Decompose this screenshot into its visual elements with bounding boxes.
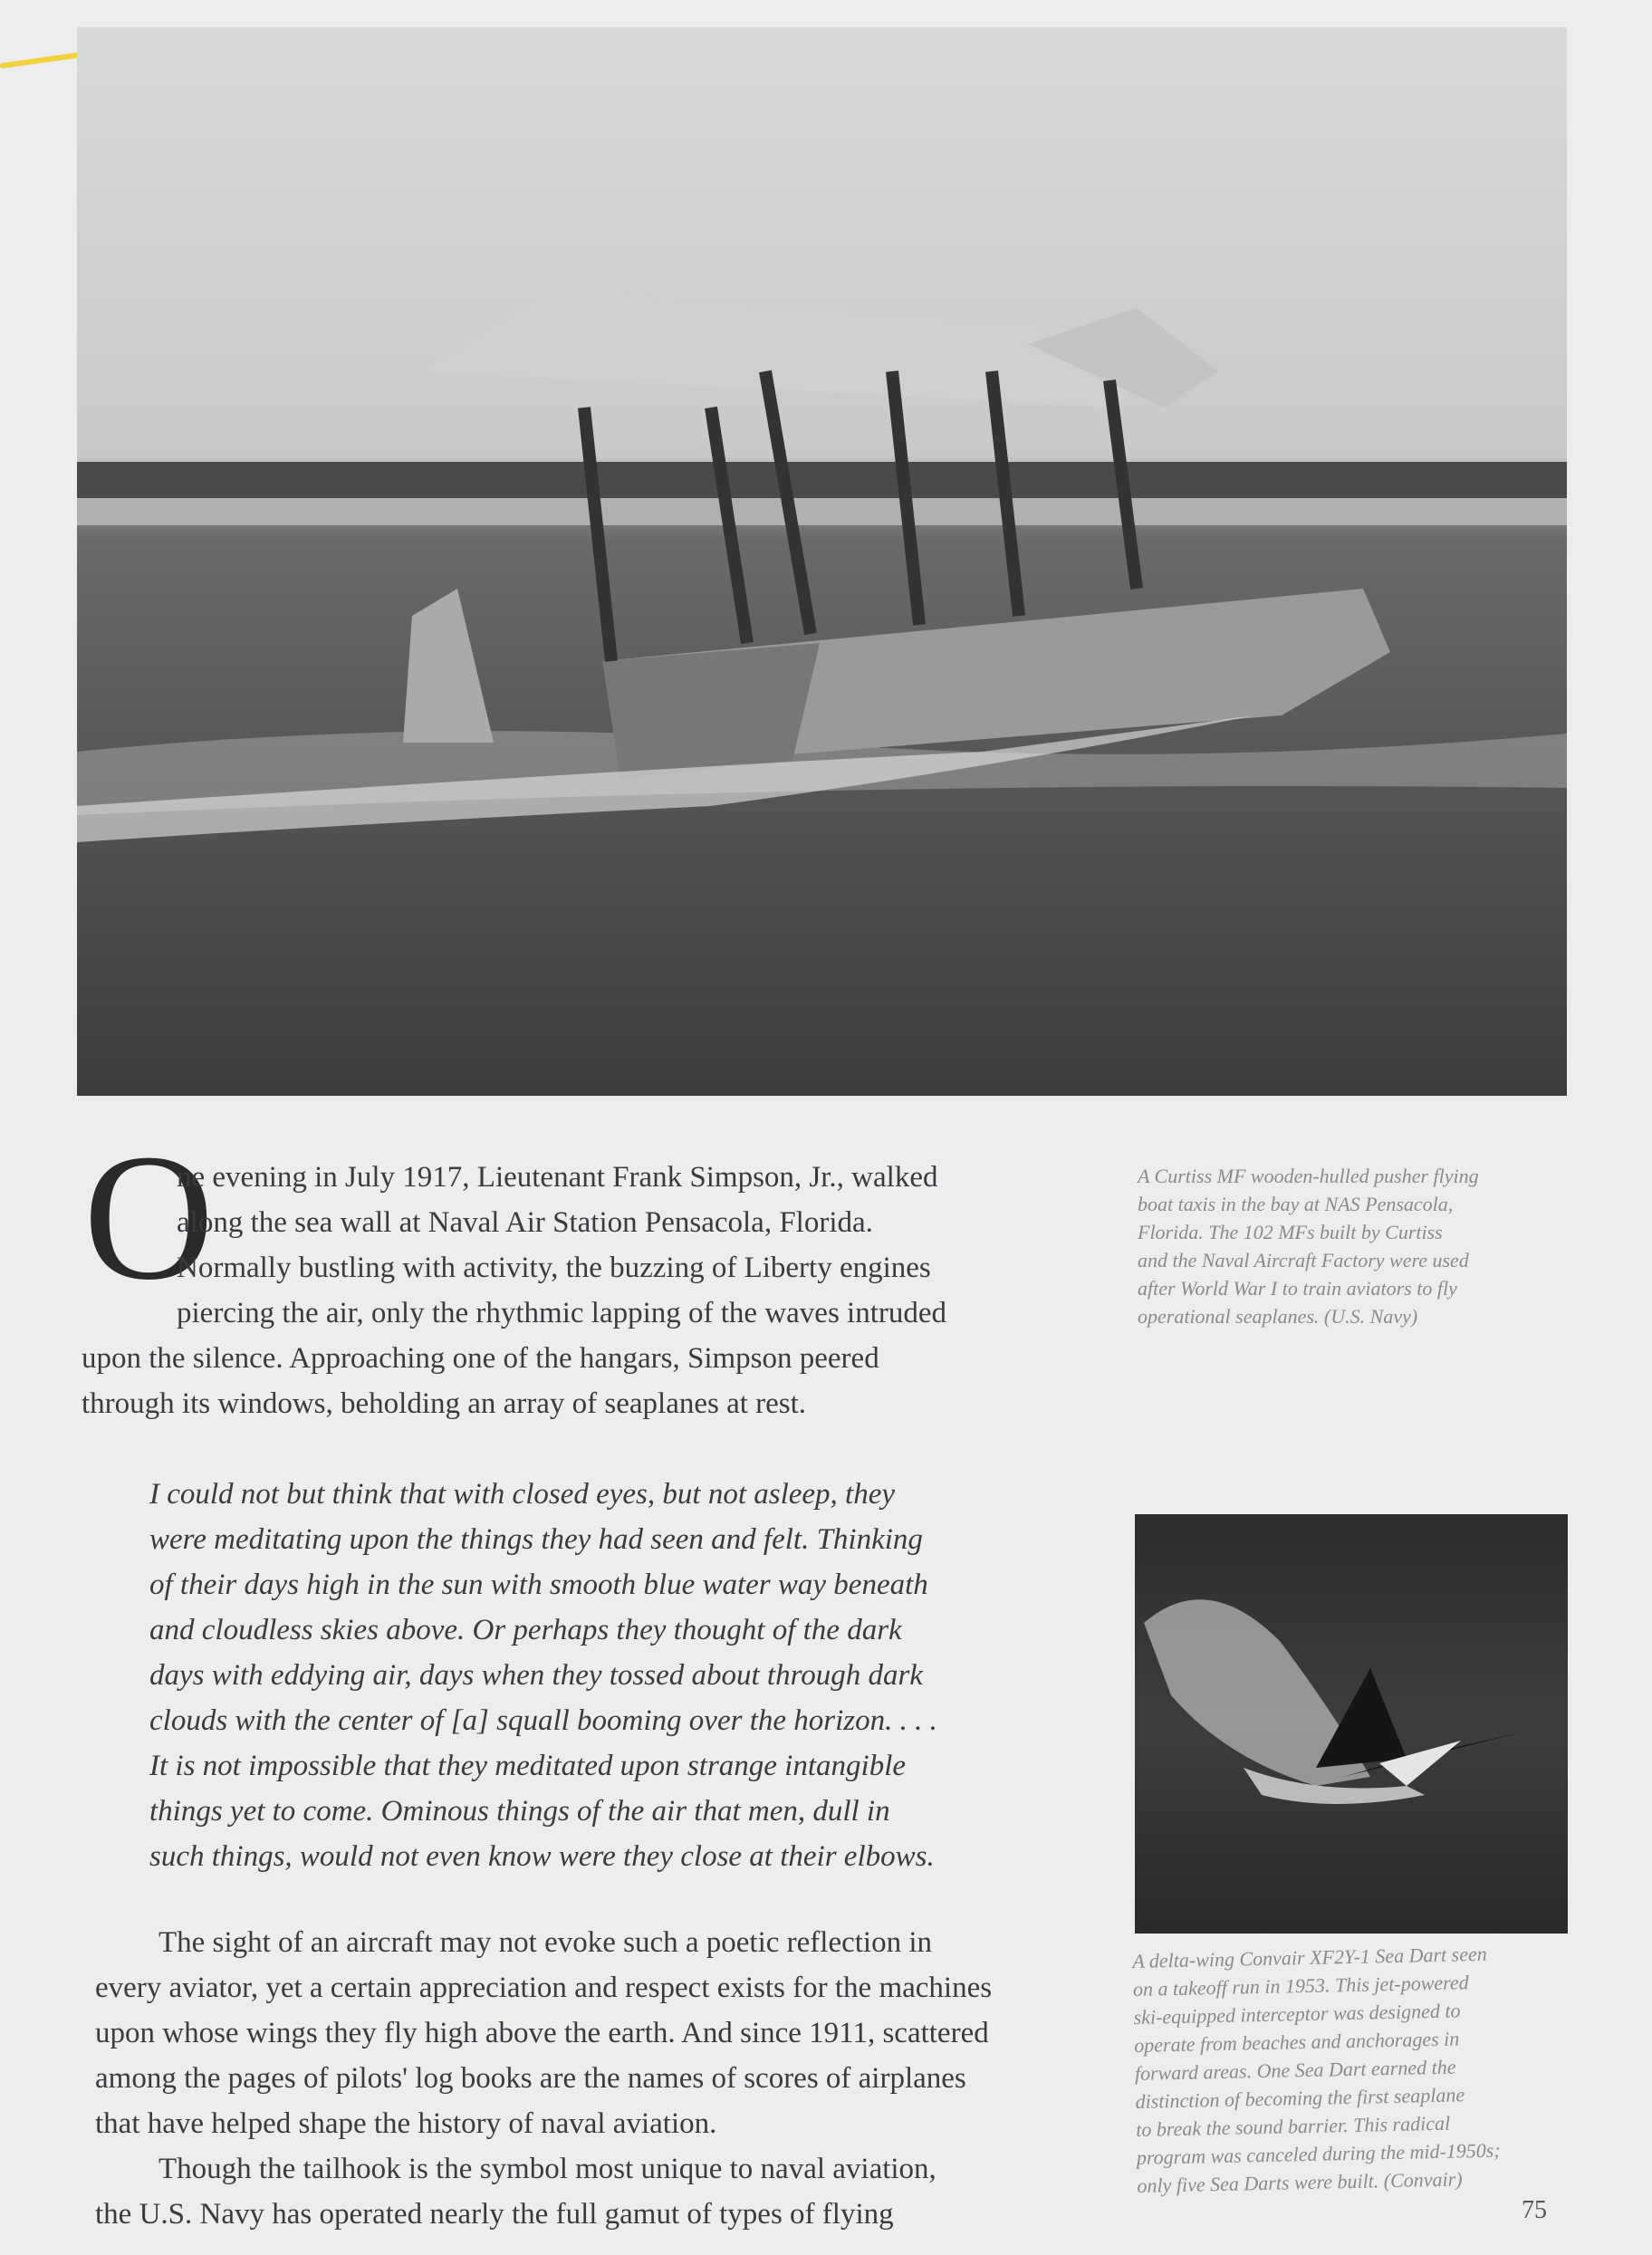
- text-line: that have helped shape the history of naval aviation.: [95, 2107, 717, 2140]
- quote-line: clouds with the center of [a] squall booming over the horizon. . . .: [149, 1704, 937, 1737]
- text-line: The sight of an aircraft may not evoke such a poetic reflection in: [158, 1926, 933, 1959]
- caption-line: on a takeoff run in 1953. This jet-powered: [1132, 1971, 1469, 2001]
- caption-line: and the Naval Aircraft Factory were used: [1138, 1249, 1469, 1271]
- drop-cap: O: [83, 1118, 215, 1318]
- text-line: along the sea wall at Naval Air Station Pensacola, Florida.: [177, 1206, 873, 1239]
- text-line: upon whose wings they fly high above the earth. And since 1911, scattered: [95, 2017, 989, 2049]
- text-line: ne evening in July 1917, Lieutenant Frank Simpson, Jr., walked: [177, 1161, 938, 1194]
- caption-line: after World War I to train aviators to fly: [1138, 1277, 1457, 1300]
- top-photo-caption: [1138, 1162, 1479, 1330]
- block-quote: [149, 1472, 937, 1879]
- text-line: every aviator, yet a certain appreciation and respect exists for the machines: [95, 1972, 993, 2004]
- caption-line: operational seaplanes. (U.S. Navy): [1138, 1305, 1418, 1328]
- page-number: 75: [1522, 2196, 1547, 2224]
- caption-line: distinction of becoming the first seaplane: [1135, 2083, 1465, 2113]
- quote-line: such things, would not even know were they close at their elbows.: [149, 1840, 935, 1873]
- curtiss-mf-flying-boat-photo: [77, 27, 1567, 1096]
- text-line: among the pages of pilots' log books are the names of scores of airplanes: [95, 2062, 966, 2095]
- caption-line: to break the sound barrier. This radical: [1135, 2111, 1451, 2141]
- caption-line: A Curtiss MF wooden-hulled pusher flying: [1138, 1165, 1479, 1187]
- quote-line: of their days high in the sun with smooth blue water way beneath: [149, 1569, 928, 1601]
- text-line: the U.S. Navy has operated nearly the full gamut of types of flying: [95, 2198, 894, 2231]
- sea-dart-photo: [1135, 1514, 1568, 1934]
- second-paragraph: [95, 1920, 992, 2237]
- quote-line: days with eddying air, days when they tossed about through dark: [149, 1659, 923, 1692]
- quote-line: I could not but think that with closed eyes, but not asleep, they: [149, 1478, 896, 1511]
- quote-line: It is not impossible that they meditated upon strange intangible: [149, 1750, 907, 1782]
- text-line: upon the silence. Approaching one of the hangars, Simpson peered: [82, 1342, 879, 1375]
- text-line: Though the tailhook is the symbol most unique to naval aviation,: [158, 2153, 936, 2185]
- intro-paragraph: [82, 1155, 947, 1426]
- caption-line: forward areas. One Sea Dart earned the: [1134, 2055, 1456, 2085]
- caption-line: boat taxis in the bay at NAS Pensacola,: [1138, 1193, 1454, 1215]
- text-line: piercing the air, only the rhythmic lapping of the waves intruded: [177, 1297, 947, 1329]
- small-photo-caption: [1132, 1940, 1502, 2200]
- text-line: Normally bustling with activity, the buzzing of Liberty engines: [177, 1252, 931, 1284]
- caption-line: program was canceled during the mid-1950s;: [1136, 2138, 1501, 2169]
- caption-line: operate from beaches and anchorages in: [1134, 2027, 1460, 2057]
- quote-line: and cloudless skies above. Or perhaps they thought of the dark: [149, 1614, 902, 1646]
- caption-line: A delta-wing Convair XF2Y-1 Sea Dart seen: [1132, 1942, 1487, 1972]
- yellow-page-stripe: [0, 53, 82, 69]
- text-line: through its windows, beholding an array of seaplanes at rest.: [82, 1387, 807, 1420]
- quote-line: were meditating upon the things they had seen and felt. Thinking: [149, 1523, 923, 1556]
- caption-line: Florida. The 102 MFs built by Curtiss: [1138, 1221, 1443, 1243]
- caption-line: ski-equipped interceptor was designed to: [1133, 1999, 1461, 2029]
- caption-line: only five Sea Darts were built. (Convair): [1137, 2167, 1463, 2197]
- quote-line: things yet to come. Ominous things of the air that men, dull in: [149, 1795, 890, 1828]
